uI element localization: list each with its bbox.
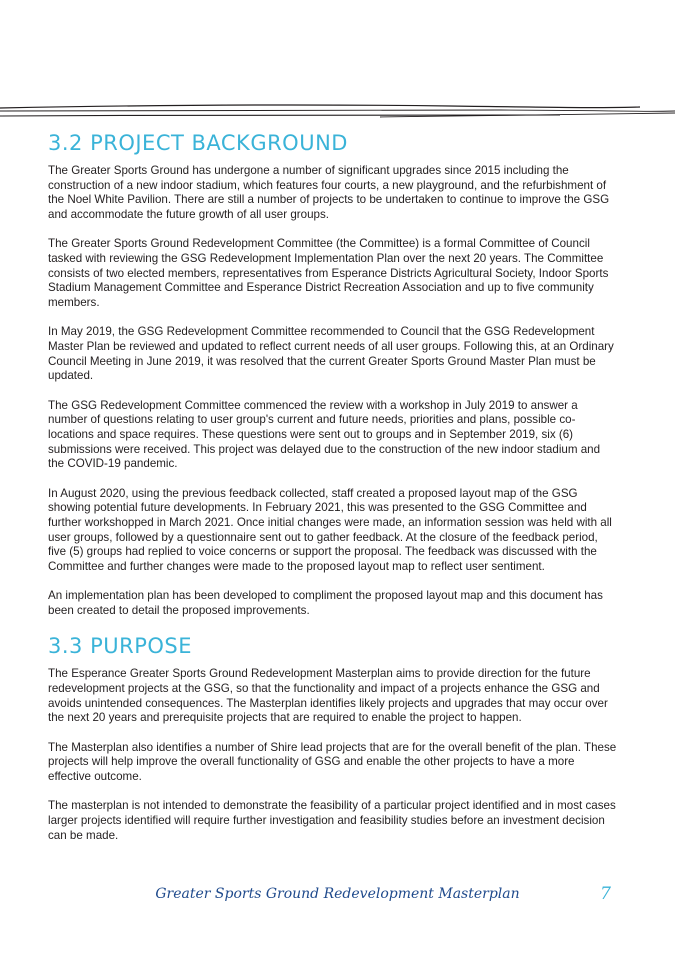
section-heading: 3.2 PROJECT BACKGROUND (48, 131, 348, 155)
paragraph: The Masterplan also identifies a number of Shire lead projects that are for the overall benefit of the plan. These projects will help improve the overall functionality of GSG and enable the other projects to have a more effective outcome. (48, 740, 617, 783)
paragraph: The Greater Sports Ground has undergone a number of significant upgrades since 2015 including the construction of a new indoor stadium, which features four courts, a new playground, and the refurbishment of the Noel White Pavilion. There are still a number of projects to be undertaken to continue to improve the GSG and accommodate the future growth of all user groups. (48, 164, 610, 222)
section-purpose (48, 633, 618, 843)
paragraph: An implementation plan has been developed to compliment the proposed layout map and this document has been created to detail the proposed improvements. (48, 589, 603, 618)
paragraph: The masterplan is not intended to demonstrate the feasibility of a particular project identified and in most cases larger projects identified will require further investigation and feasibility studies before an investment decision can be made. (48, 799, 616, 842)
paragraph: In August 2020, using the previous feedback collected, staff created a proposed layout map of the GSG showing potential future developments. In February 2021, this was presented to the GSG Committee and further workshopped in March 2021. Once initial changes were made, an information session was held with all user groups, followed by a questionnaire sent out to gather feedback. At the closure of the feedback period, five (5) groups had replied to voice concerns or support the proposal. The feedback was discussed with the Committee and further changes were made to the proposed layout map to reflect user sentiment. (48, 486, 612, 574)
page-content (48, 130, 618, 858)
page-number: 7 (600, 884, 611, 904)
footer-document-title: Greater Sports Ground Redevelopment Masterplan (155, 886, 520, 902)
paragraph: In May 2019, the GSG Redevelopment Committee recommended to Council that the GSG Redevelopment Master Plan be reviewed and updated to reflect current needs of all user groups. Following this, at an Ordinary Council Meeting in June 2019, it was resolved that the current Greater Sports Ground Master Plan must be updated. (48, 325, 614, 383)
paragraph: The GSG Redevelopment Committee commenced the review with a workshop in July 2019 to answer a number of questions relating to user group's current and future needs, priorities and plans, possible co-locations and space requires. These questions were sent out to groups and in September 2019, six (6) submissions were received. This project was delayed due to the construction of the new indoor stadium and the COVID-19 pandemic. (48, 398, 601, 471)
paragraph: The Greater Sports Ground Redevelopment Committee (the Committee) is a formal Committee of Council tasked with reviewing the GSG Redevelopment Implementation Plan over the next 20 years. The Committee consists of two elected members, representatives from Esperance Districts Agricultural Society, Indoor Sports Stadium Management Committee and Esperance District Recreation Association and up to five community members. (48, 237, 609, 310)
section-project-background (48, 130, 618, 619)
section-heading: 3.3 PURPOSE (48, 634, 192, 659)
paragraph: The Esperance Greater Sports Ground Redevelopment Masterplan aims to provide direction for the future redevelopment projects at the GSG, so that the functionality and impact of a projects enhance the GSG and avoids unintended consequences. The Masterplan identifies likely projects and upgrades that may occur over the next 20 years and prerequisite projects that are required to enable the project to happen. (48, 667, 608, 725)
header-rule-decoration (0, 98, 675, 128)
